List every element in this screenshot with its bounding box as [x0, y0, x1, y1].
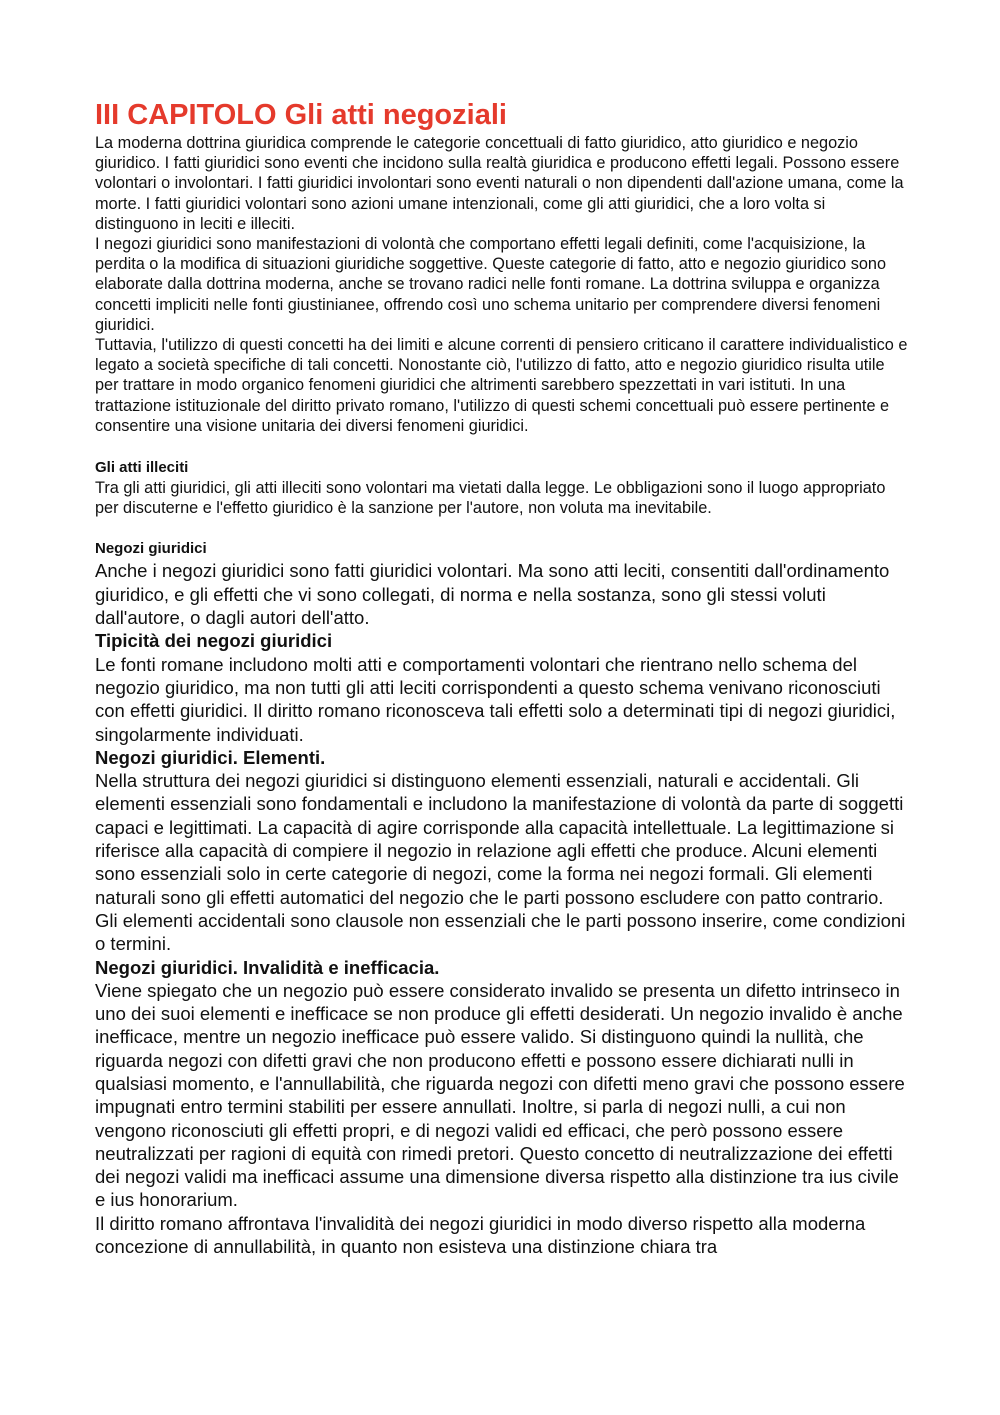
intro-paragraph: La moderna dottrina giuridica comprende le categorie concettuali di fatto giuridico, atto giuridico e negozio giuridico. I fatti giuridici sono eventi che incidono sulla realtà giuridica e producono effetti legali. Possono essere volontari o involontari. I fatti giuridici involontari sono eventi naturali o non dipendenti dall'azione umana, come la morte. I fatti giuridici volontari sono azioni umane intenzionali, come gli atti giuridici, che a loro volta si distinguono in leciti e illeciti. [95, 134, 904, 233]
section-negozi-giuridici [95, 538, 910, 629]
section-paragraph: Viene spiegato che un negozio può essere considerato invalido se presenta un difetto intrinseco in uno dei suoi elementi e inefficace se non produce gli effetti desiderati. Un negozio invalido è anche inefficace, mentre un negozio inefficace può essere valido. Si distinguono quindi la nullità, che riguarda negozi con difetti gravi che non producono effetti e possono essere dichiarati nulli in qualsiasi momento, e l'annullabilità, che riguarda negozi con difetti meno gravi che possono essere impugnati entro termini stabiliti per essere annullati. Inoltre, si parla di negozi nulli, a cui non vengono riconosciuti gli effetti propri, e di negozi validi ed efficaci, che però possono essere neutralizzati per ragioni di equità con rimedi pretori. Questo concetto di neutralizzazione dei effetti dei negozi validi ma inefficaci assume una dimensione diversa rispetto alla distinzione tra ius civile e ius honorarium. [95, 979, 905, 1211]
section-tipicita [95, 629, 910, 745]
document-page [95, 97, 910, 1258]
section-heading: Negozi giuridici. Elementi. [95, 746, 326, 768]
section-paragraph: Anche i negozi giuridici sono fatti giuridici volontari. Ma sono atti leciti, consentiti dall'ordinamento giuridico, e gli effetti che vi sono collegati, di norma e nella sostanza, sono gli stessi voluti dall'autore, o dagli autori dell'atto. [95, 560, 890, 629]
chapter-title: III CAPITOLO Gli atti negoziali [95, 99, 507, 131]
section-heading: Negozi giuridici [95, 540, 207, 558]
intro-section [95, 133, 910, 436]
section-elementi [95, 746, 910, 956]
intro-paragraph: I negozi giuridici sono manifestazioni di volontà che comportano effetti legali definiti, come l'acquisizione, la perdita o la modifica di situazioni giuridiche soggettive. Queste categorie di fatto, atto e negozio giuridico sono elaborate dalla dottrina moderna, anche se trovano radici nelle fonti romane. La dottrina sviluppa e organizza concetti impliciti nelle fonti giustinianee, offrendo così uno schema unitario per comprendere diversi fenomeni giuridici. [95, 235, 887, 334]
intro-paragraph: Tuttavia, l'utilizzo di questi concetti ha dei limiti e alcune correnti di pensiero criticano il carattere individualistico e legato a società specifiche di tali concetti. Nonostante ciò, l'utilizzo di fatto, atto e negozio giuridico risulta utile per trattare in modo organico fenomeni giuridici che altrimenti sarebbero spezzettati in vari istituti. In una trattazione istituzionale del diritto privato romano, l'utilizzo di questi schemi concettuali può essere pertinente e consentire una visione unitaria dei diversi fenomeni giuridici. [95, 336, 908, 435]
section-heading: Tipicità dei negozi giuridici [95, 630, 333, 652]
section-heading: Negozi giuridici. Invalidità e inefficacia. [95, 956, 440, 978]
section-atti-illeciti [95, 457, 910, 518]
section-paragraph: Le fonti romane includono molti atti e comportamenti volontari che rientrano nello schema del negozio giuridico, ma non tutti gli atti leciti corrispondenti a questo schema venivano riconosciuti con effetti giuridici. Il diritto romano riconosceva tali effetti solo a determinati tipi di negozi giuridici, singolarmente individuati. [95, 653, 896, 745]
section-heading: Gli atti illeciti [95, 459, 189, 477]
section-invalidita [95, 956, 910, 1259]
section-paragraph: Tra gli atti giuridici, gli atti illeciti sono volontari ma vietati dalla legge. Le obbligazioni sono il luogo appropriato per discuterne e l'effetto giuridico è la sanzione per l'autore, non voluta ma inevitabile. [95, 479, 886, 518]
section-paragraph: Il diritto romano affrontava l'invalidità dei negozi giuridici in modo diverso rispetto alla moderna concezione di annullabilità, in quanto non esisteva una distinzione chiara tra [95, 1212, 866, 1258]
section-paragraph: Nella struttura dei negozi giuridici si distinguono elementi essenziali, naturali e accidentali. Gli elementi essenziali sono fondamentali e includono la manifestazione di volontà da parte di soggetti capaci e legittimati. La capacità di agire corrisponde alla capacità intellettuale. La legittimazione si riferisce alla capacità di compiere il negozio in relazione agli effetti che produce. Alcuni elementi sono essenziali solo in certe categorie di negozi, come la forma nei negozi formali. Gli elementi naturali sono gli effetti automatici del negozio che le parti possono escludere con patto contrario. Gli elementi accidentali sono clausole non essenziali che le parti possono inserire, come condizioni o termini. [95, 770, 906, 955]
